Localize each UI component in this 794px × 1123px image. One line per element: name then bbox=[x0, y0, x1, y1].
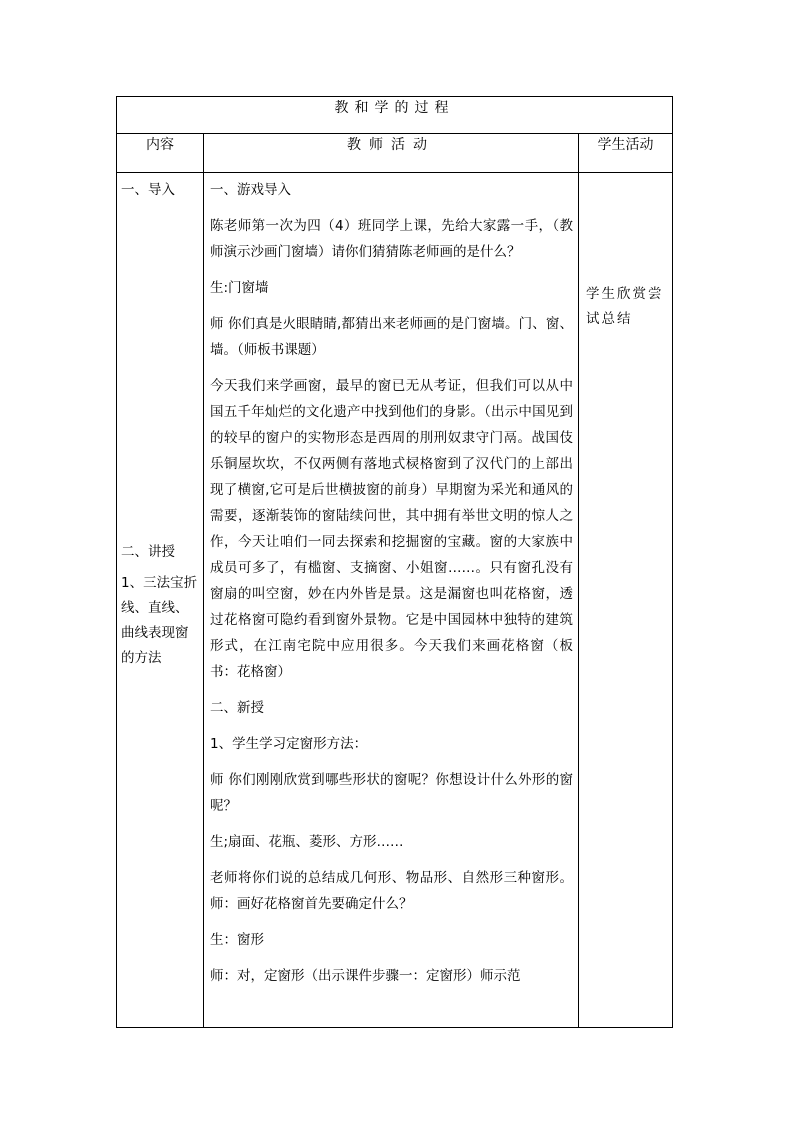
content-cell bbox=[117, 173, 204, 1028]
teacher-paragraph: 陈老师第一次为四（4）班同学上课，先给大家露一手，（教师演示沙画门窗墙）请你们猜猜陈老师画的是什么？ bbox=[210, 218, 573, 260]
content-lecture: 二、讲授 bbox=[121, 544, 175, 560]
header-content: 内容 bbox=[117, 134, 204, 173]
header-teacher-activity: 教师活动 bbox=[204, 134, 579, 173]
table-body-row bbox=[117, 173, 673, 1028]
teacher-paragraph: 师 你们真是火眼睛睛,都猜出来老师画的是门窗墙。门、窗、墙。（师板书课题） bbox=[210, 316, 573, 358]
teacher-paragraph: 1、学生学习定窗形方法： bbox=[210, 736, 368, 752]
teacher-paragraph: 生;扇面、花瓶、菱形、方形…… bbox=[210, 834, 404, 850]
student-activity-cell bbox=[579, 173, 673, 1028]
table-title: 教和学的过程 bbox=[117, 97, 673, 134]
teacher-paragraph: 二、新授 bbox=[210, 700, 264, 716]
content-intro: 一、导入 bbox=[121, 182, 175, 198]
teacher-paragraph: 师 你们刚刚欣赏到哪些形状的窗呢？你想设计什么外形的窗呢？ bbox=[210, 772, 573, 814]
content-lecture-block bbox=[121, 539, 200, 671]
teacher-paragraph: 生:门窗墙 bbox=[210, 280, 269, 296]
teacher-paragraph: 今天我们来学画窗，最早的窗已无从考证，但我们可以从中国五千年灿烂的文化遗产中找到他们的身影。（出示中国见到的较早的窗户的实物形态是西周的刖刑奴隶守门鬲。战国伎乐铜屋坎坎，不仅两侧有落地式棂格窗到了汉代门的上部出现了横窗,它可是后世横披窗的前身）早期窗为采光和通风的需要，逐渐装饰的窗陆续问世，其中拥有举世文明的惊人之作，今天让咱们一同去探索和挖掘窗的宝藏。窗的大家族中成员可多了，有槛窗、支摘窗、小姐窗……。只有窗孔没有窗扇的叫空窗，妙在内外皆是景。这是漏窗也叫花格窗，透过花格窗可隐约看到窗外景物。它是中国园林中独特的建筑形式，在江南宅院中应用很多。今天我们来画花格窗（板书：花格窗） bbox=[210, 378, 573, 680]
content-method: 1、三法宝折线、直线、曲线表现窗的方法 bbox=[121, 575, 198, 666]
teacher-paragraph: 师：对，定窗形（出示课件步骤一：定窗形）师示范 bbox=[210, 968, 521, 984]
student-activity-text: 学生欣赏尝试总结 bbox=[586, 286, 664, 327]
teacher-paragraph: 老师将你们说的总结成几何形、物品形、自然形三种窗形。师：画好花格窗首先要确定什么？ bbox=[210, 870, 573, 912]
header-student-activity: 学生活动 bbox=[579, 134, 673, 173]
table-title-row bbox=[117, 97, 673, 134]
teacher-paragraph: 一、游戏导入 bbox=[210, 182, 291, 198]
teacher-activity-cell bbox=[204, 173, 579, 1028]
teacher-paragraph: 生：窗形 bbox=[210, 932, 264, 948]
lesson-plan-table bbox=[116, 96, 673, 1028]
table-header-row bbox=[117, 134, 673, 173]
